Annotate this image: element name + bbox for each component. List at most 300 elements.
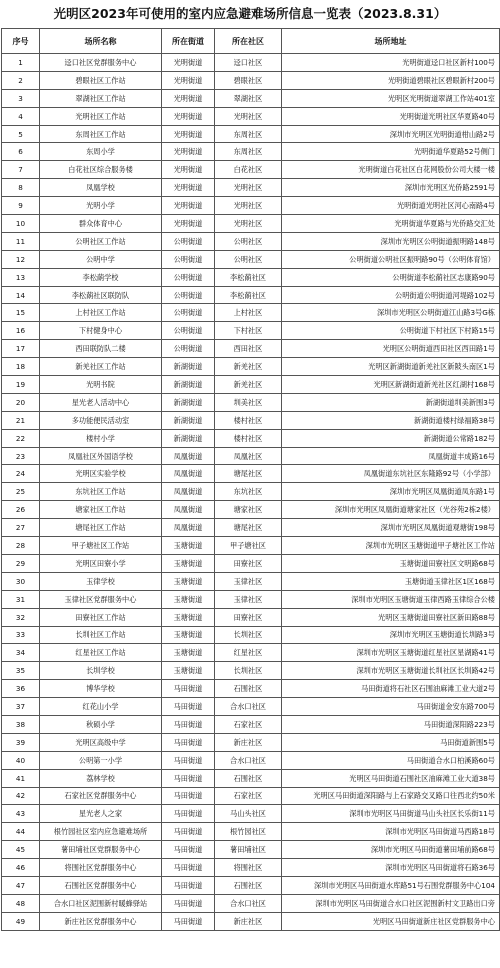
cell-address: 马田街道将石社区石围油麻滩工业大道2号 [282,680,500,698]
cell-name: 光明区实验学校 [40,465,162,483]
cell-street: 玉塘街道 [162,608,215,626]
cell-community: 玉律社区 [215,590,282,608]
cell-address: 新湖街道圳美新围3号 [282,393,500,411]
cell-street: 光明街道 [162,179,215,197]
cell-community: 东坑社区 [215,483,282,501]
table-row [2,912,500,930]
shelter-table [1,28,500,931]
table-row [2,483,500,501]
cell-community: 碧眼社区 [215,71,282,89]
cell-community: 石家社区 [215,715,282,733]
cell-street: 凤凰街道 [162,519,215,537]
cell-community: 西田社区 [215,340,282,358]
cell-address: 新湖街道楼村绿福路38号 [282,411,500,429]
column-header-community: 所在社区 [215,29,282,54]
cell-index: 49 [2,912,40,930]
cell-street: 光明街道 [162,143,215,161]
cell-address: 深圳市光明区凤凰街道凤东路1号 [282,483,500,501]
cell-address: 凤凰街道丰成路16号 [282,447,500,465]
cell-community: 合水口社区 [215,894,282,912]
cell-community: 根竹园社区 [215,823,282,841]
cell-community: 圳美社区 [215,393,282,411]
table-row [2,143,500,161]
table-row [2,519,500,537]
cell-street: 马田街道 [162,787,215,805]
cell-community: 石围社区 [215,876,282,894]
cell-name: 荔林学校 [40,769,162,787]
cell-index: 23 [2,447,40,465]
cell-community: 合水口社区 [215,751,282,769]
cell-community: 新庄社区 [215,733,282,751]
table-row [2,215,500,233]
cell-name: 东周社区工作站 [40,125,162,143]
cell-address: 凤凰街道东坑社区东隆路92号（小学部） [282,465,500,483]
cell-street: 光明街道 [162,107,215,125]
cell-address: 玉塘街道玉律社区1区168号 [282,572,500,590]
cell-index: 3 [2,89,40,107]
cell-name: 多功能便民活动室 [40,411,162,429]
cell-community: 将围社区 [215,859,282,877]
cell-address: 光明区公明街道西田社区西田路1号 [282,340,500,358]
cell-community: 长圳社区 [215,662,282,680]
cell-name: 根竹园社区室内应急避难场所 [40,823,162,841]
cell-name: 碧眼社区工作站 [40,71,162,89]
cell-community: 光明社区 [215,197,282,215]
cell-name: 光明区高级中学 [40,733,162,751]
cell-name: 秋硕小学 [40,715,162,733]
table-row [2,626,500,644]
cell-name: 将围社区党群服务中心 [40,859,162,877]
cell-address: 深圳市光明区马田街道水库路51号石围党群服务中心104 [282,876,500,894]
cell-address: 深圳市光明区凤凰街道塘家社区（光谷苑2栋2楼） [282,501,500,519]
table-row [2,268,500,286]
table-row [2,715,500,733]
table-row [2,358,500,376]
cell-address: 公明街道公明街道河堤路102号 [282,286,500,304]
cell-community: 塘尾社区 [215,465,282,483]
cell-address: 深圳市光明区玉塘街道甲子塘社区工作站 [282,537,500,555]
cell-name: 新羌社区工作站 [40,358,162,376]
cell-name: 翠湖社区工作站 [40,89,162,107]
cell-community: 田寮社区 [215,554,282,572]
cell-address: 深圳市光明区玉塘街道长圳路3号 [282,626,500,644]
cell-index: 32 [2,608,40,626]
cell-index: 7 [2,161,40,179]
cell-index: 10 [2,215,40,233]
cell-index: 1 [2,54,40,72]
cell-name: 红花山小学 [40,698,162,716]
cell-address: 光明街道迳口社区新村100号 [282,54,500,72]
cell-community: 马山头社区 [215,805,282,823]
cell-community: 甲子塘社区 [215,537,282,555]
cell-name: 玉律学校 [40,572,162,590]
cell-address: 深圳市光明区公明街道振明路148号 [282,232,500,250]
cell-name: 公明中学 [40,250,162,268]
cell-street: 光明街道 [162,71,215,89]
cell-index: 46 [2,859,40,877]
cell-street: 凤凰街道 [162,447,215,465]
cell-community: 塘尾社区 [215,519,282,537]
cell-index: 33 [2,626,40,644]
cell-name: 光明社区工作站 [40,107,162,125]
table-row [2,286,500,304]
cell-index: 21 [2,411,40,429]
cell-street: 玉塘街道 [162,662,215,680]
cell-index: 9 [2,197,40,215]
cell-name: 光明区田寮小学 [40,554,162,572]
cell-name: 东周小学 [40,143,162,161]
cell-address: 深圳市光明区公明街道江山路3号G栋 [282,304,500,322]
cell-address: 深圳市光明区玉塘街道玉律西路玉律综合公楼 [282,590,500,608]
cell-address: 光明区马田街道新庄社区党群服务中心 [282,912,500,930]
cell-address: 公明街道李松蓢社区志康路90号 [282,268,500,286]
cell-street: 马田街道 [162,680,215,698]
table-row [2,733,500,751]
cell-address: 马田街道深阳路223号 [282,715,500,733]
cell-street: 马田街道 [162,912,215,930]
table-header-row [2,29,500,54]
table-row [2,662,500,680]
cell-community: 迳口社区 [215,54,282,72]
cell-street: 玉塘街道 [162,537,215,555]
cell-community: 新羌社区 [215,358,282,376]
cell-index: 47 [2,876,40,894]
cell-community: 合水口社区 [215,698,282,716]
cell-street: 凤凰街道 [162,483,215,501]
cell-street: 公明街道 [162,250,215,268]
cell-street: 马田街道 [162,894,215,912]
table-row [2,751,500,769]
table-row [2,805,500,823]
cell-address: 马田街道合水口柏溪路60号 [282,751,500,769]
table-row [2,590,500,608]
cell-community: 公明社区 [215,250,282,268]
cell-address: 深圳市光明区凤凰街道观塘街198号 [282,519,500,537]
cell-community: 新羌社区 [215,376,282,394]
cell-address: 光明街道光明社区河心南路4号 [282,197,500,215]
table-row [2,376,500,394]
cell-name: 长圳社区工作站 [40,626,162,644]
cell-community: 上村社区 [215,304,282,322]
cell-index: 45 [2,841,40,859]
column-header-index: 序号 [2,29,40,54]
cell-community: 长圳社区 [215,626,282,644]
cell-address: 公明街道公明社区振明路90号（公明体育馆） [282,250,500,268]
cell-street: 马田街道 [162,733,215,751]
cell-name: 长圳学校 [40,662,162,680]
cell-street: 新湖街道 [162,411,215,429]
cell-index: 18 [2,358,40,376]
cell-name: 公明第一小学 [40,751,162,769]
cell-address: 深圳市光明区光明街道柑山路2号 [282,125,500,143]
column-header-street: 所在街道 [162,29,215,54]
cell-name: 西田联防队二楼 [40,340,162,358]
table-row [2,501,500,519]
cell-name: 白花社区综合服务楼 [40,161,162,179]
cell-name: 甲子塘社区工作站 [40,537,162,555]
cell-street: 公明街道 [162,304,215,322]
cell-index: 8 [2,179,40,197]
cell-name: 楼村小学 [40,429,162,447]
cell-name: 合水口社区泥围新村暖蜂驿站 [40,894,162,912]
cell-index: 42 [2,787,40,805]
cell-address: 深圳市光明区马田街道将石路36号 [282,859,500,877]
cell-index: 15 [2,304,40,322]
cell-street: 新湖街道 [162,376,215,394]
cell-index: 39 [2,733,40,751]
table-row [2,411,500,429]
cell-name: 红星社区工作站 [40,644,162,662]
cell-address: 深圳市光明区玉塘街道长圳社区长圳路42号 [282,662,500,680]
cell-index: 6 [2,143,40,161]
cell-index: 16 [2,322,40,340]
table-row [2,787,500,805]
cell-index: 17 [2,340,40,358]
table-row [2,537,500,555]
cell-address: 玉塘街道田寮社区文明路68号 [282,554,500,572]
cell-community: 翠湖社区 [215,89,282,107]
cell-address: 深圳市光明区马田街道合水口社区泥围新村文卫路出口旁 [282,894,500,912]
cell-index: 27 [2,519,40,537]
cell-street: 玉塘街道 [162,554,215,572]
table-row [2,250,500,268]
cell-address: 深圳市光明区马田街道马西路18号 [282,823,500,841]
cell-community: 东周社区 [215,125,282,143]
cell-address: 光明区玉塘街道田寮社区新田路88号 [282,608,500,626]
cell-street: 凤凰街道 [162,501,215,519]
cell-index: 37 [2,698,40,716]
cell-street: 公明街道 [162,286,215,304]
cell-address: 深圳市光明区光侨路2591号 [282,179,500,197]
cell-index: 5 [2,125,40,143]
table-row [2,823,500,841]
table-row [2,894,500,912]
cell-name: 田寮社区工作站 [40,608,162,626]
table-body [2,54,500,931]
table-row [2,447,500,465]
cell-street: 光明街道 [162,197,215,215]
cell-name: 群众体育中心 [40,215,162,233]
cell-index: 34 [2,644,40,662]
cell-address: 光明区马田街道深阳路与上石家路交叉路口往西北约50米 [282,787,500,805]
cell-community: 李松蓢社区 [215,286,282,304]
cell-community: 光明社区 [215,107,282,125]
cell-name: 星光老人之家 [40,805,162,823]
cell-name: 李松蓢社区联防队 [40,286,162,304]
cell-community: 石围社区 [215,680,282,698]
cell-street: 马田街道 [162,715,215,733]
cell-street: 马田街道 [162,876,215,894]
cell-name: 星光老人活动中心 [40,393,162,411]
cell-name: 新庄社区党群服务中心 [40,912,162,930]
cell-index: 40 [2,751,40,769]
cell-name: 凤凰学校 [40,179,162,197]
cell-community: 公明社区 [215,232,282,250]
cell-index: 30 [2,572,40,590]
table-row [2,554,500,572]
cell-community: 薯田埔社区 [215,841,282,859]
table-row [2,54,500,72]
cell-street: 凤凰街道 [162,465,215,483]
cell-name: 石围社区党群服务中心 [40,876,162,894]
table-row [2,859,500,877]
cell-community: 楼村社区 [215,429,282,447]
cell-address: 公明街道下村社区下村路15号 [282,322,500,340]
cell-address: 马田街道金安东路700号 [282,698,500,716]
cell-street: 光明街道 [162,161,215,179]
cell-community: 凤凰社区 [215,447,282,465]
cell-index: 4 [2,107,40,125]
cell-name: 光明书院 [40,376,162,394]
cell-address: 新湖街道公常路182号 [282,429,500,447]
cell-community: 光明社区 [215,215,282,233]
cell-community: 光明社区 [215,179,282,197]
cell-index: 44 [2,823,40,841]
cell-community: 田寮社区 [215,608,282,626]
table-row [2,769,500,787]
cell-address: 光明区新湖街道新羌社区红湖村168号 [282,376,500,394]
cell-community: 楼村社区 [215,411,282,429]
cell-street: 公明街道 [162,232,215,250]
cell-name: 公明社区工作站 [40,232,162,250]
cell-index: 24 [2,465,40,483]
cell-index: 38 [2,715,40,733]
table-row [2,429,500,447]
cell-index: 28 [2,537,40,555]
table-row [2,161,500,179]
page-title: 光明区2023年可使用的室内应急避难场所信息一览表（2023.8.31） [53,6,447,21]
table-row [2,197,500,215]
cell-street: 马田街道 [162,823,215,841]
cell-index: 2 [2,71,40,89]
cell-name: 东坑社区工作站 [40,483,162,501]
cell-street: 马田街道 [162,769,215,787]
cell-name: 凤凰社区外国语学校 [40,447,162,465]
cell-street: 新湖街道 [162,393,215,411]
cell-index: 31 [2,590,40,608]
cell-index: 35 [2,662,40,680]
cell-street: 光明街道 [162,54,215,72]
cell-name: 塘家社区工作站 [40,501,162,519]
cell-street: 马田街道 [162,751,215,769]
cell-name: 李松蓢学校 [40,268,162,286]
cell-index: 13 [2,268,40,286]
cell-community: 下村社区 [215,322,282,340]
table-row [2,841,500,859]
cell-street: 玉塘街道 [162,590,215,608]
table-row [2,322,500,340]
cell-address: 光明街道华夏路与光侨路交汇处 [282,215,500,233]
table-row [2,107,500,125]
table-row [2,393,500,411]
cell-community: 玉律社区 [215,572,282,590]
cell-address: 深圳市光明区玉塘街道红星社区星湖路41号 [282,644,500,662]
cell-street: 光明街道 [162,215,215,233]
cell-index: 22 [2,429,40,447]
cell-index: 14 [2,286,40,304]
cell-community: 塘家社区 [215,501,282,519]
table-row [2,572,500,590]
table-row [2,876,500,894]
cell-name: 下村健身中心 [40,322,162,340]
cell-street: 公明街道 [162,268,215,286]
cell-community: 红星社区 [215,644,282,662]
cell-street: 公明街道 [162,322,215,340]
cell-index: 41 [2,769,40,787]
column-header-name: 场所名称 [40,29,162,54]
cell-community: 石围社区 [215,769,282,787]
cell-name: 薯田埔社区党群服务中心 [40,841,162,859]
cell-street: 公明街道 [162,340,215,358]
table-row [2,698,500,716]
cell-name: 博华学校 [40,680,162,698]
cell-address: 光明街道碧眼社区碧眼新村200号 [282,71,500,89]
cell-street: 马田街道 [162,805,215,823]
cell-street: 马田街道 [162,698,215,716]
cell-name: 玉律社区党群服务中心 [40,590,162,608]
table-row [2,608,500,626]
cell-name: 石家社区党群服务中心 [40,787,162,805]
cell-street: 新湖街道 [162,429,215,447]
table-row [2,232,500,250]
cell-community: 石家社区 [215,787,282,805]
table-row [2,304,500,322]
column-header-address: 场所地址 [282,29,500,54]
table-row [2,340,500,358]
cell-street: 玉塘街道 [162,626,215,644]
cell-community: 新庄社区 [215,912,282,930]
cell-name: 光明小学 [40,197,162,215]
cell-street: 玉塘街道 [162,644,215,662]
table-row [2,179,500,197]
cell-index: 19 [2,376,40,394]
cell-community: 李松蓢社区 [215,268,282,286]
cell-street: 光明街道 [162,89,215,107]
cell-name: 上村社区工作站 [40,304,162,322]
cell-address: 光明区光明街道翠湖工作站401室 [282,89,500,107]
table-row [2,644,500,662]
cell-index: 26 [2,501,40,519]
cell-address: 光明街道华夏路52号侧门 [282,143,500,161]
cell-community: 白花社区 [215,161,282,179]
cell-address: 光明区马田街道石围社区油麻滩工业大道38号 [282,769,500,787]
table-row [2,71,500,89]
cell-address: 光明街道光明社区华夏路40号 [282,107,500,125]
cell-address: 光明区新湖街道新羌社区新陂头南区1号 [282,358,500,376]
cell-address: 深圳市光明区马田街道薯田埔前路68号 [282,841,500,859]
cell-index: 12 [2,250,40,268]
cell-street: 马田街道 [162,859,215,877]
table-row [2,125,500,143]
cell-index: 43 [2,805,40,823]
cell-index: 36 [2,680,40,698]
cell-index: 25 [2,483,40,501]
cell-street: 光明街道 [162,125,215,143]
table-row [2,680,500,698]
cell-index: 20 [2,393,40,411]
cell-street: 马田街道 [162,841,215,859]
cell-community: 东周社区 [215,143,282,161]
cell-street: 玉塘街道 [162,572,215,590]
cell-index: 48 [2,894,40,912]
cell-address: 马田街道新围5号 [282,733,500,751]
table-row [2,465,500,483]
cell-name: 塘尾社区工作站 [40,519,162,537]
table-row [2,89,500,107]
cell-name: 迳口社区党群服务中心 [40,54,162,72]
cell-address: 光明街道白花社区白花网股份公司大楼一楼 [282,161,500,179]
cell-index: 11 [2,232,40,250]
